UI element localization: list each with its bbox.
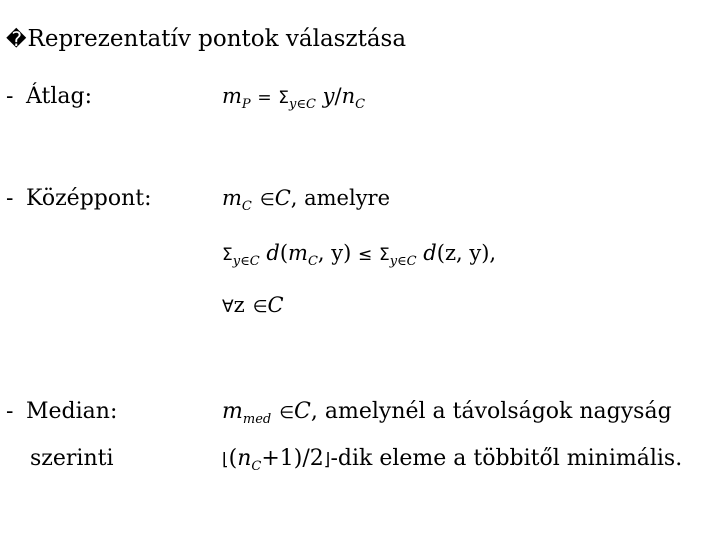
- element-of-icon: ∈: [279, 403, 295, 423]
- sub-p: P: [241, 97, 251, 112]
- sub-med: med: [242, 412, 272, 427]
- sub-c: C: [251, 459, 262, 474]
- paren-open: (: [228, 446, 238, 471]
- bullet-dash: -: [6, 84, 14, 109]
- var-m: m: [222, 399, 243, 424]
- less-equal-icon: ≤: [358, 245, 373, 265]
- formula-atlag: [222, 84, 366, 112]
- var-y: y: [322, 84, 335, 108]
- element-of-icon: ∈: [259, 190, 275, 210]
- equals-sign: =: [257, 88, 272, 108]
- element-of-icon: ∈: [252, 297, 268, 317]
- set-c: C: [267, 293, 284, 317]
- bullet-kozeppont: [6, 186, 152, 211]
- var-n: n: [237, 446, 252, 471]
- formula-kozeppont: [222, 186, 391, 214]
- slash: /: [334, 84, 342, 108]
- var-m: m: [222, 186, 242, 210]
- sub-c: C: [241, 199, 252, 214]
- forall-icon: ∀: [222, 297, 234, 317]
- args-rest: , y): [317, 241, 352, 265]
- bullet-dash: -: [6, 186, 14, 211]
- args-z-y: (z, y),: [436, 241, 497, 265]
- var-m: m: [288, 241, 308, 265]
- sum-subscript: y∈C: [289, 97, 316, 112]
- formula-kozeppont-line2: [222, 241, 497, 269]
- sum-subscript: y∈C: [389, 254, 417, 269]
- set-c: C: [274, 186, 291, 210]
- sigma-icon: Σ: [222, 245, 233, 265]
- var-n: n: [341, 84, 356, 108]
- bullet-dash: -: [6, 399, 14, 424]
- func-d: d: [266, 241, 280, 265]
- formula-tail: , amelynél a távolságok nagyság: [310, 399, 672, 424]
- formula-median-line2: [222, 446, 683, 474]
- set-c: C: [294, 399, 311, 424]
- sub-c: C: [307, 254, 318, 269]
- formula-tail: -dik eleme a többitől minimális.: [330, 446, 683, 471]
- bullet-atlag-label: Átlag:: [26, 84, 92, 109]
- bullet-median-label: Median:: [26, 399, 118, 424]
- slide-title: [6, 26, 406, 52]
- bullet-kozeppont-label: Középpont:: [26, 186, 152, 211]
- var-z: z: [233, 293, 245, 317]
- bullet-median: [6, 399, 117, 424]
- func-d: d: [423, 241, 437, 265]
- bullet-atlag: [6, 84, 92, 109]
- missing-glyph-icon: �: [6, 27, 27, 51]
- slide-title-text: Reprezentatív pontok választása: [27, 26, 407, 52]
- floor-left-icon: ⌊: [222, 450, 229, 470]
- formula-kozeppont-line3: [222, 293, 284, 317]
- sigma-icon: Σ: [278, 88, 290, 108]
- median-continuation-label: szerinti: [30, 446, 114, 471]
- floor-right-icon: ⌋: [323, 450, 331, 470]
- var-m: m: [222, 84, 242, 108]
- sum-subscript: y∈C: [232, 254, 260, 269]
- sub-c: C: [355, 97, 366, 112]
- formula-median: [222, 399, 672, 427]
- plus-one-half: +1)/2: [261, 446, 324, 471]
- paren-open: (: [279, 241, 289, 265]
- formula-tail: , amelyre: [290, 186, 391, 210]
- sigma-icon: Σ: [378, 245, 390, 265]
